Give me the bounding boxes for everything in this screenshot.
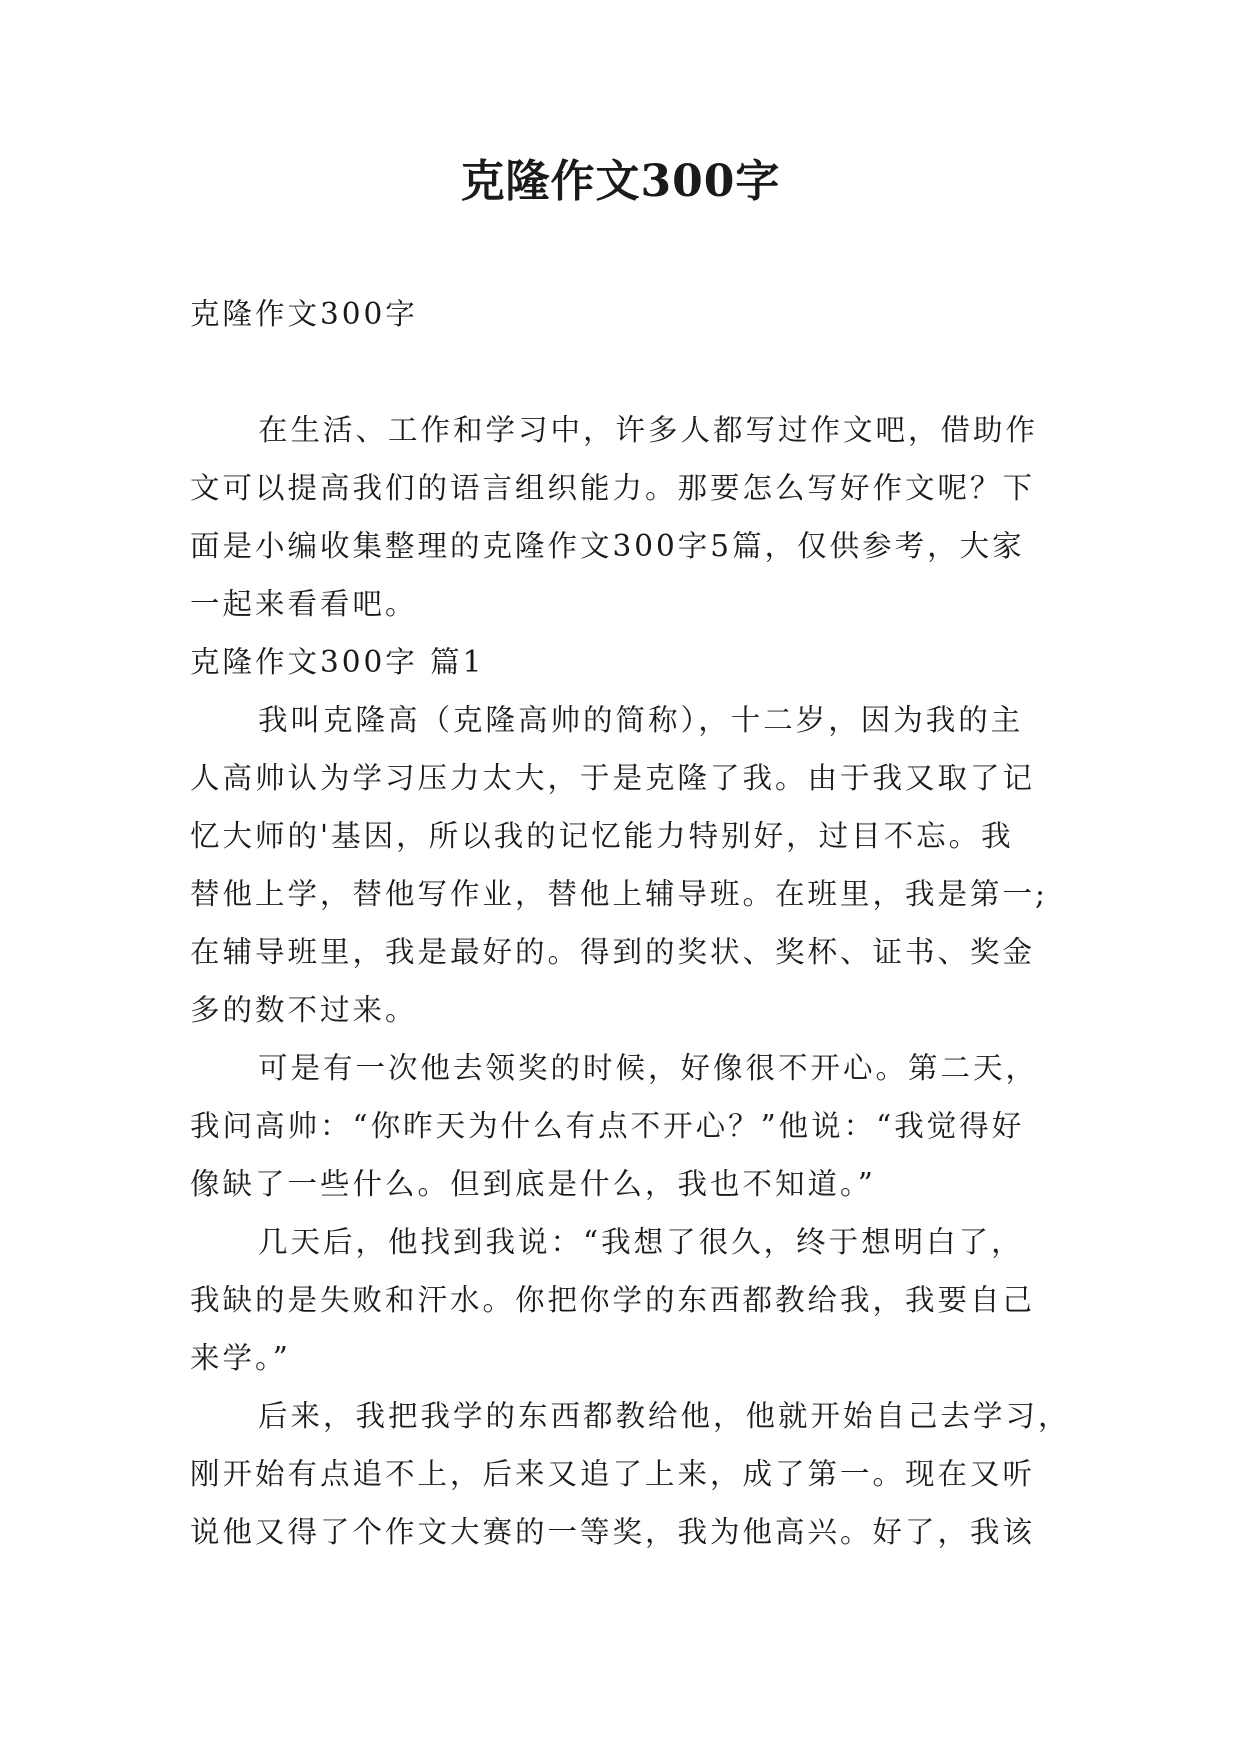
text-line: 几天后，他找到我说：“我想了很久，终于想明白了， bbox=[258, 1225, 1024, 1259]
text-line: 我问高帅：“你昨天为什么有点不开心？”他说：“我觉得好 bbox=[190, 1109, 1025, 1143]
text-line: 在生活、工作和学习中，许多人都写过作文吧，借助作 bbox=[258, 413, 1039, 447]
text-line: 我缺的是失败和汗水。你把你学的东西都教给我，我要自己 bbox=[190, 1283, 1036, 1317]
text-line: 克隆作文300字 篇1 bbox=[190, 645, 485, 679]
text-line: 说他又得了个作文大赛的一等奖，我为他高兴。好了，我该 bbox=[190, 1515, 1036, 1549]
text-line: 多的数不过来。 bbox=[190, 993, 418, 1027]
text-line: 替他上学，替他写作业，替他上辅导班。在班里，我是第一; bbox=[190, 877, 1048, 911]
document-title: 克隆作文300字 bbox=[460, 156, 781, 207]
text-line: 来学。” bbox=[190, 1341, 291, 1375]
text-line: 人高帅认为学习压力太大，于是克隆了我。由于我又取了记 bbox=[190, 761, 1036, 795]
text-line: 面是小编收集整理的克隆作文300字5篇，仅供参考，大家 bbox=[190, 529, 1025, 563]
text-line: 可是有一次他去领奖的时候，好像很不开心。第二天， bbox=[258, 1051, 1039, 1085]
paragraph-gap bbox=[190, 343, 1052, 401]
text-line: 忆大师的'基因，所以我的记忆能力特别好，过目不忘。我 bbox=[190, 819, 1014, 853]
text-line: 后来，我把我学的东西都教给他，他就开始自己去学习， bbox=[258, 1399, 1071, 1433]
text-line: 像缺了一些什么。但到底是什么，我也不知道。” bbox=[190, 1167, 876, 1201]
text-line: 刚开始有点追不上，后来又追了上来，成了第一。现在又听 bbox=[190, 1457, 1036, 1491]
document-body bbox=[190, 285, 1071, 1561]
text-line: 一起来看看吧。 bbox=[190, 587, 418, 621]
text-line: 文可以提高我们的语言组织能力。那要怎么写好作文呢？下 bbox=[190, 471, 1036, 505]
text-line: 在辅导班里，我是最好的。得到的奖状、奖杯、证书、奖金 bbox=[190, 935, 1036, 969]
text-line: 我叫克隆高（克隆高帅的简称），十二岁，因为我的主 bbox=[258, 703, 1024, 737]
text-line: 克隆作文300字 bbox=[190, 297, 418, 331]
